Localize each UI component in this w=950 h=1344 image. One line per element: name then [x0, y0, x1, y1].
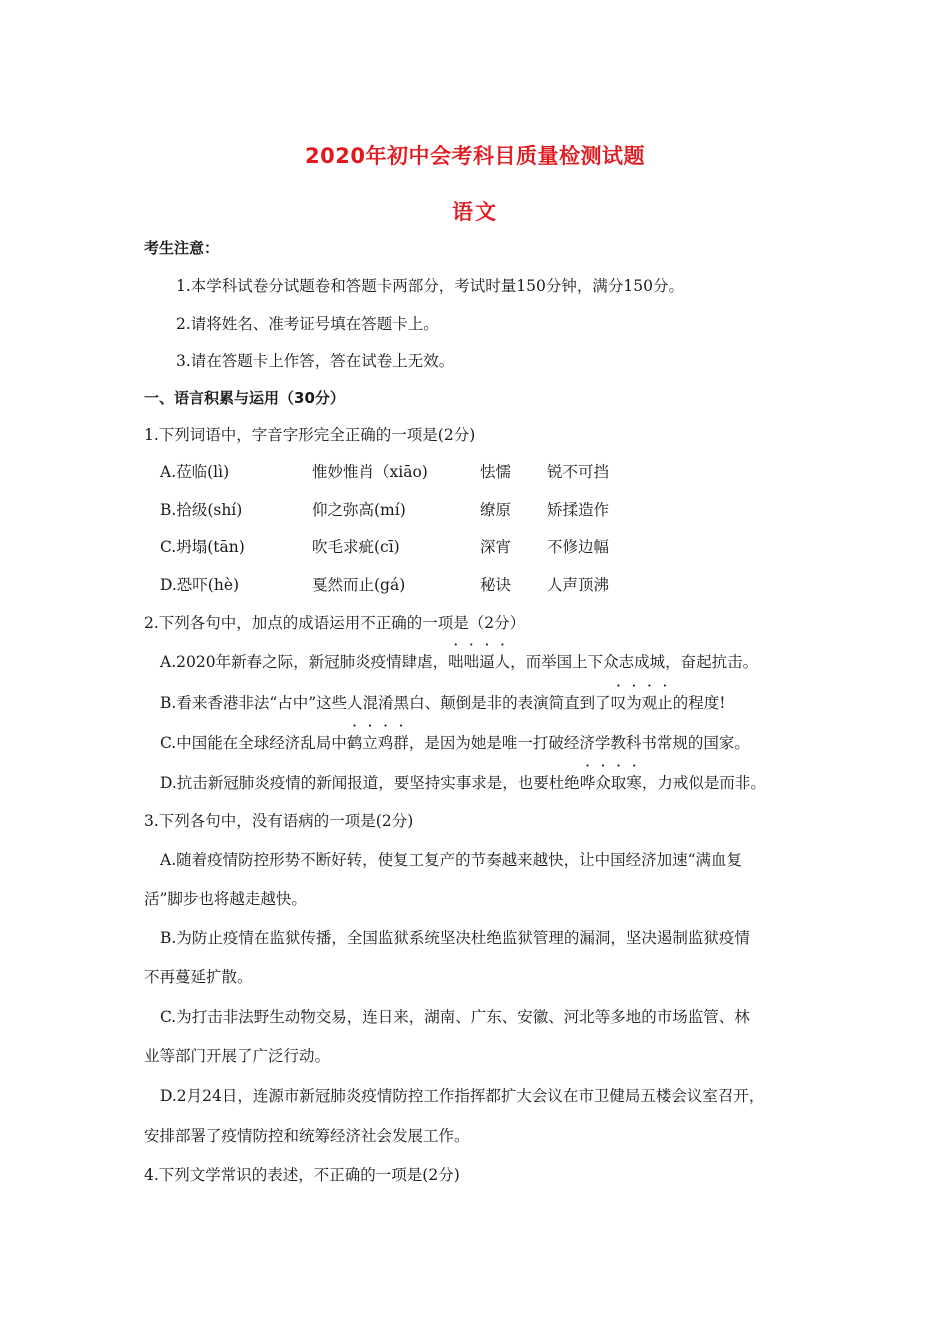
section-heading: 一、语言积累与运用（30分） — [144, 389, 345, 407]
emphasis-char: 咄 — [463, 653, 480, 671]
option-text: B.看来香港非法“占中”这些人混淆黑白、颠倒是非的表演简直到了 — [160, 694, 611, 712]
q2-option-c — [160, 732, 750, 754]
option-word: C.坍塌(tān) — [160, 538, 245, 556]
emphasis-char: 咄 — [448, 653, 464, 671]
option-word: 锐不可挡 — [547, 463, 610, 481]
option-text: ，而举国上下众志成城，奋起抗击。 — [510, 653, 759, 671]
option-word: 人声顶沸 — [547, 576, 610, 594]
emphasis-char: 取 — [610, 774, 627, 792]
option-word: 惟妙惟肖（xiāo) — [312, 463, 428, 481]
option-text: B.为防止疫情在监狱传播，全国监狱系统坚决杜绝监狱管理的漏洞，坚决遏制监狱疫情 — [160, 929, 750, 947]
option-text: C.中国能在全球经济乱局中 — [160, 734, 347, 752]
option-text: D.抗击新冠肺炎疫情的新闻报道，要坚持实事求是，也要杜绝 — [160, 774, 580, 792]
exam-title: 2020年初中会考科目质量检测试题 — [305, 144, 645, 168]
question-stem: 3.下列各句中，没有语病的一项是(2分) — [144, 812, 414, 830]
subject-title: 语文 — [452, 200, 498, 224]
option-word: 秘诀 — [480, 576, 512, 594]
question-stem: 4.下列文学常识的表述，不正确的一项是(2分) — [144, 1166, 460, 1184]
emphasis-char: 为 — [626, 694, 642, 712]
option-text: A.随着疫情防控形势不断好转，使复工复产的节奏越来越快，让中国经济加速“满血复 — [160, 851, 743, 869]
emphasis-char: 叹 — [610, 694, 627, 712]
question-stem: 2.下列各句中，加点的成语运用不正确的一项是（2分） — [144, 614, 526, 632]
option-word: 深宵 — [480, 538, 512, 556]
notice-heading: 考生注意： — [144, 239, 220, 257]
option-text: 不再蔓延扩散。 — [144, 968, 253, 986]
option-word: 缭原 — [480, 501, 512, 519]
q2-option-d — [160, 772, 766, 794]
option-word: 仰之弥高(mí) — [312, 501, 406, 519]
emphasis-char: 人 — [494, 653, 511, 671]
option-text: ，是因为她是唯一打破经济学教科书常规的国家。 — [408, 734, 750, 752]
option-text: A.2020年新春之际，新冠肺炎疫情肆虐， — [160, 653, 449, 671]
emphasis-char: 鹤 — [346, 734, 363, 752]
emphasis-char: 寒 — [626, 774, 642, 792]
option-word: 怯懦 — [480, 463, 512, 481]
option-text: D.2月24日，连源市新冠肺炎疫情防控工作指挥都扩大会议在市卫健局五楼会议室召开， — [160, 1087, 765, 1105]
emphasis-char: 止 — [657, 694, 673, 712]
notice-item: 3.请在答题卡上作答，答在试卷上无效。 — [176, 352, 455, 370]
q2-option-a — [160, 651, 758, 673]
option-word: D.恐吓(hè) — [160, 576, 240, 594]
option-word: 矫揉造作 — [547, 501, 610, 519]
emphasis-char: 哗 — [579, 774, 596, 792]
option-word: 戛然而止(gá) — [312, 576, 406, 594]
option-word: B.拾级(shí) — [160, 501, 243, 519]
emphasis-char: 鸡 — [377, 734, 394, 752]
notice-item: 2.请将姓名、准考证号填在答题卡上。 — [176, 315, 439, 333]
emphasis-char: 群 — [393, 734, 409, 752]
option-text: 活”脚步也将越走越快。 — [144, 890, 307, 908]
dotted-idiom — [448, 653, 510, 671]
dotted-idiom — [611, 694, 673, 712]
emphasis-char: 立 — [362, 734, 378, 752]
emphasis-char: 观 — [641, 694, 658, 712]
option-text: 的程度! — [672, 694, 726, 712]
emphasis-char: 众 — [595, 774, 611, 792]
option-text: 安排部署了疫情防控和统筹经济社会发展工作。 — [144, 1127, 470, 1145]
question-stem: 1.下列词语中，字音字形完全正确的一项是(2分) — [144, 426, 476, 444]
option-text: C.为打击非法野生动物交易，连日来，湖南、广东、安徽、河北等多地的市场监管、林 — [160, 1008, 750, 1026]
dotted-idiom — [347, 734, 409, 752]
option-text: ，力戒似是而非。 — [641, 774, 766, 792]
emphasis-char: 逼 — [479, 653, 495, 671]
notice-item: 1.本学科试卷分试题卷和答题卡两部分，考试时量150分钟，满分150分。 — [176, 277, 684, 295]
q2-option-b — [160, 692, 725, 714]
option-text: 业等部门开展了广泛行动。 — [144, 1047, 331, 1065]
option-word: A.莅临(lì) — [160, 463, 230, 481]
dotted-idiom — [580, 774, 642, 792]
option-word: 吹毛求疵(cī) — [312, 538, 400, 556]
option-word: 不修边幅 — [547, 538, 610, 556]
